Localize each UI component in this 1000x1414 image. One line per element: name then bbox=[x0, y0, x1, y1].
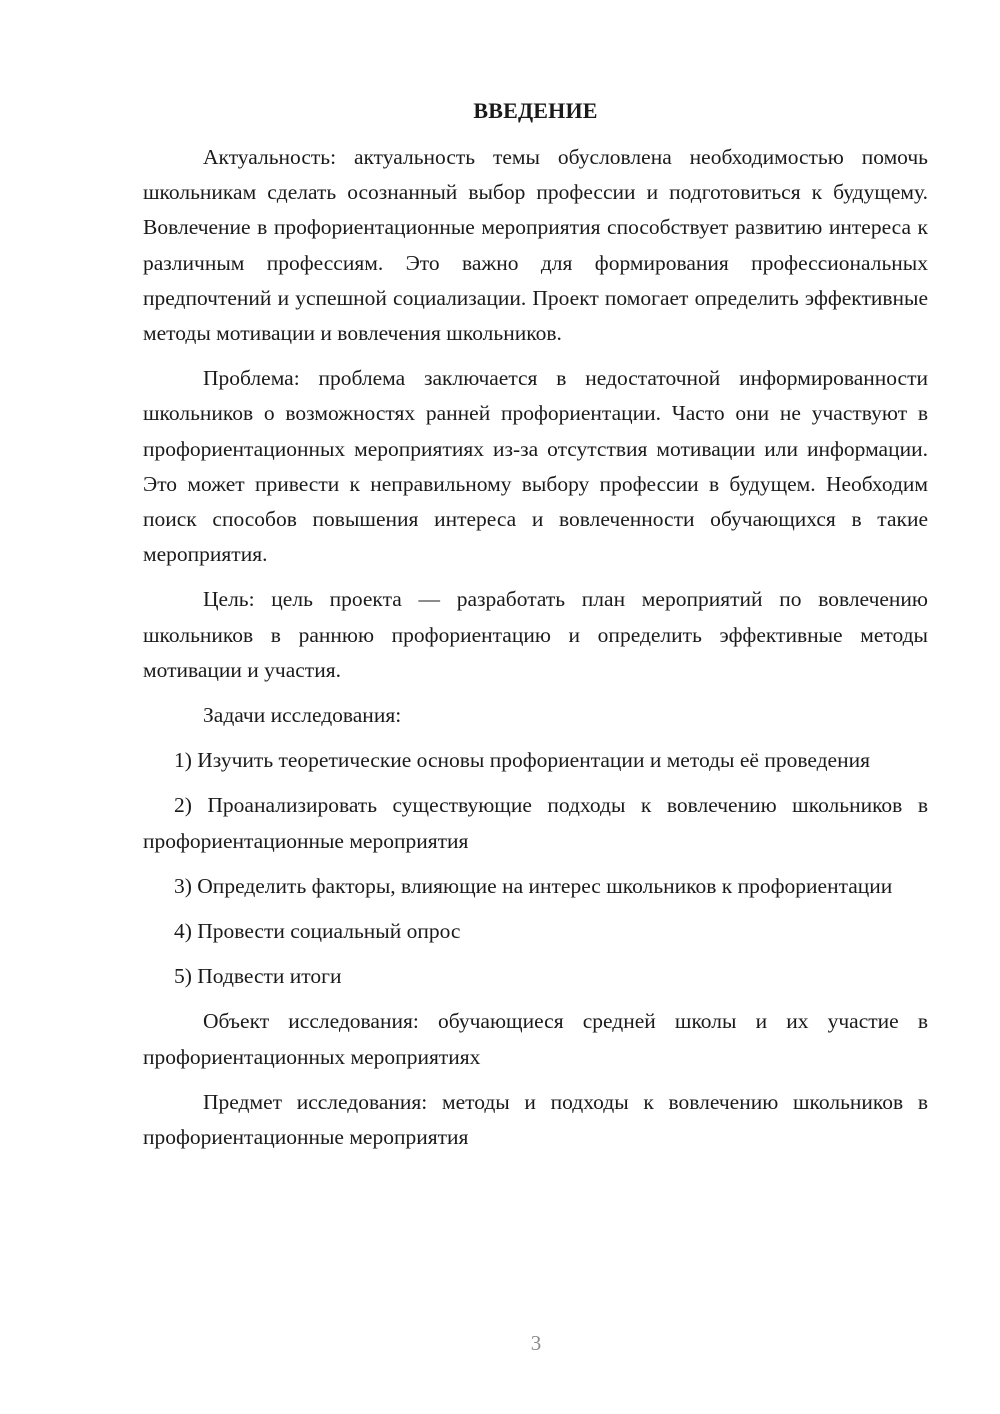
relevance-paragraph: Актуальность: актуальность темы обусловлена необходимостью помочь школьникам сделать осознанный выбор профессии и подготовиться к будущему. Вовлечение в профориентационные мероприятия способствует развитию интереса к различным профессиям. Это важно для формирования профессиональных предпочтений и успешной социализации. Проект помогает определить эффективные методы мотивации и вовлечения школьников. bbox=[143, 145, 928, 346]
task-item-5: 5) Подвести итоги bbox=[174, 964, 342, 989]
page-number: 3 bbox=[530, 1331, 542, 1355]
object-paragraph: Объект исследования: обучающиеся средней школы и их участие в профориентационных мероприятиях bbox=[143, 1009, 928, 1069]
task-item-3: 3) Определить факторы, влияющие на интерес школьников к профориентации bbox=[174, 873, 893, 898]
section-title: ВВЕДЕНИЕ bbox=[473, 98, 598, 123]
tasks-heading: Задачи исследования: bbox=[203, 703, 402, 728]
task-item-4: 4) Провести социальный опрос bbox=[174, 919, 461, 944]
goal-paragraph: Цель: цель проекта — разработать план мероприятий по вовлечению школьников в раннюю профориентацию и определить эффективные методы мотивации и участия. bbox=[143, 587, 928, 682]
page-content bbox=[143, 93, 928, 1165]
task-item-1: 1) Изучить теоретические основы профориентации и методы её проведения bbox=[174, 748, 870, 773]
subject-paragraph: Предмет исследования: методы и подходы к вовлечению школьников в профориентационные мероприятия bbox=[143, 1089, 928, 1150]
problem-paragraph: Проблема: проблема заключается в недостаточной информированности школьников о возможностях ранней профориентации. Часто они не участвуют в профориентационных мероприятиях из-за отсутствия мотивации или информации. Это может привести к неправильному выбору профессии в будущем. Необходим поиск способов повышения интереса и вовлеченности обучающихся в такие мероприятия. bbox=[143, 366, 928, 567]
task-item-2: 2) Проанализировать существующие подходы к вовлечению школьников в профориентационные мероприятия bbox=[143, 793, 928, 853]
